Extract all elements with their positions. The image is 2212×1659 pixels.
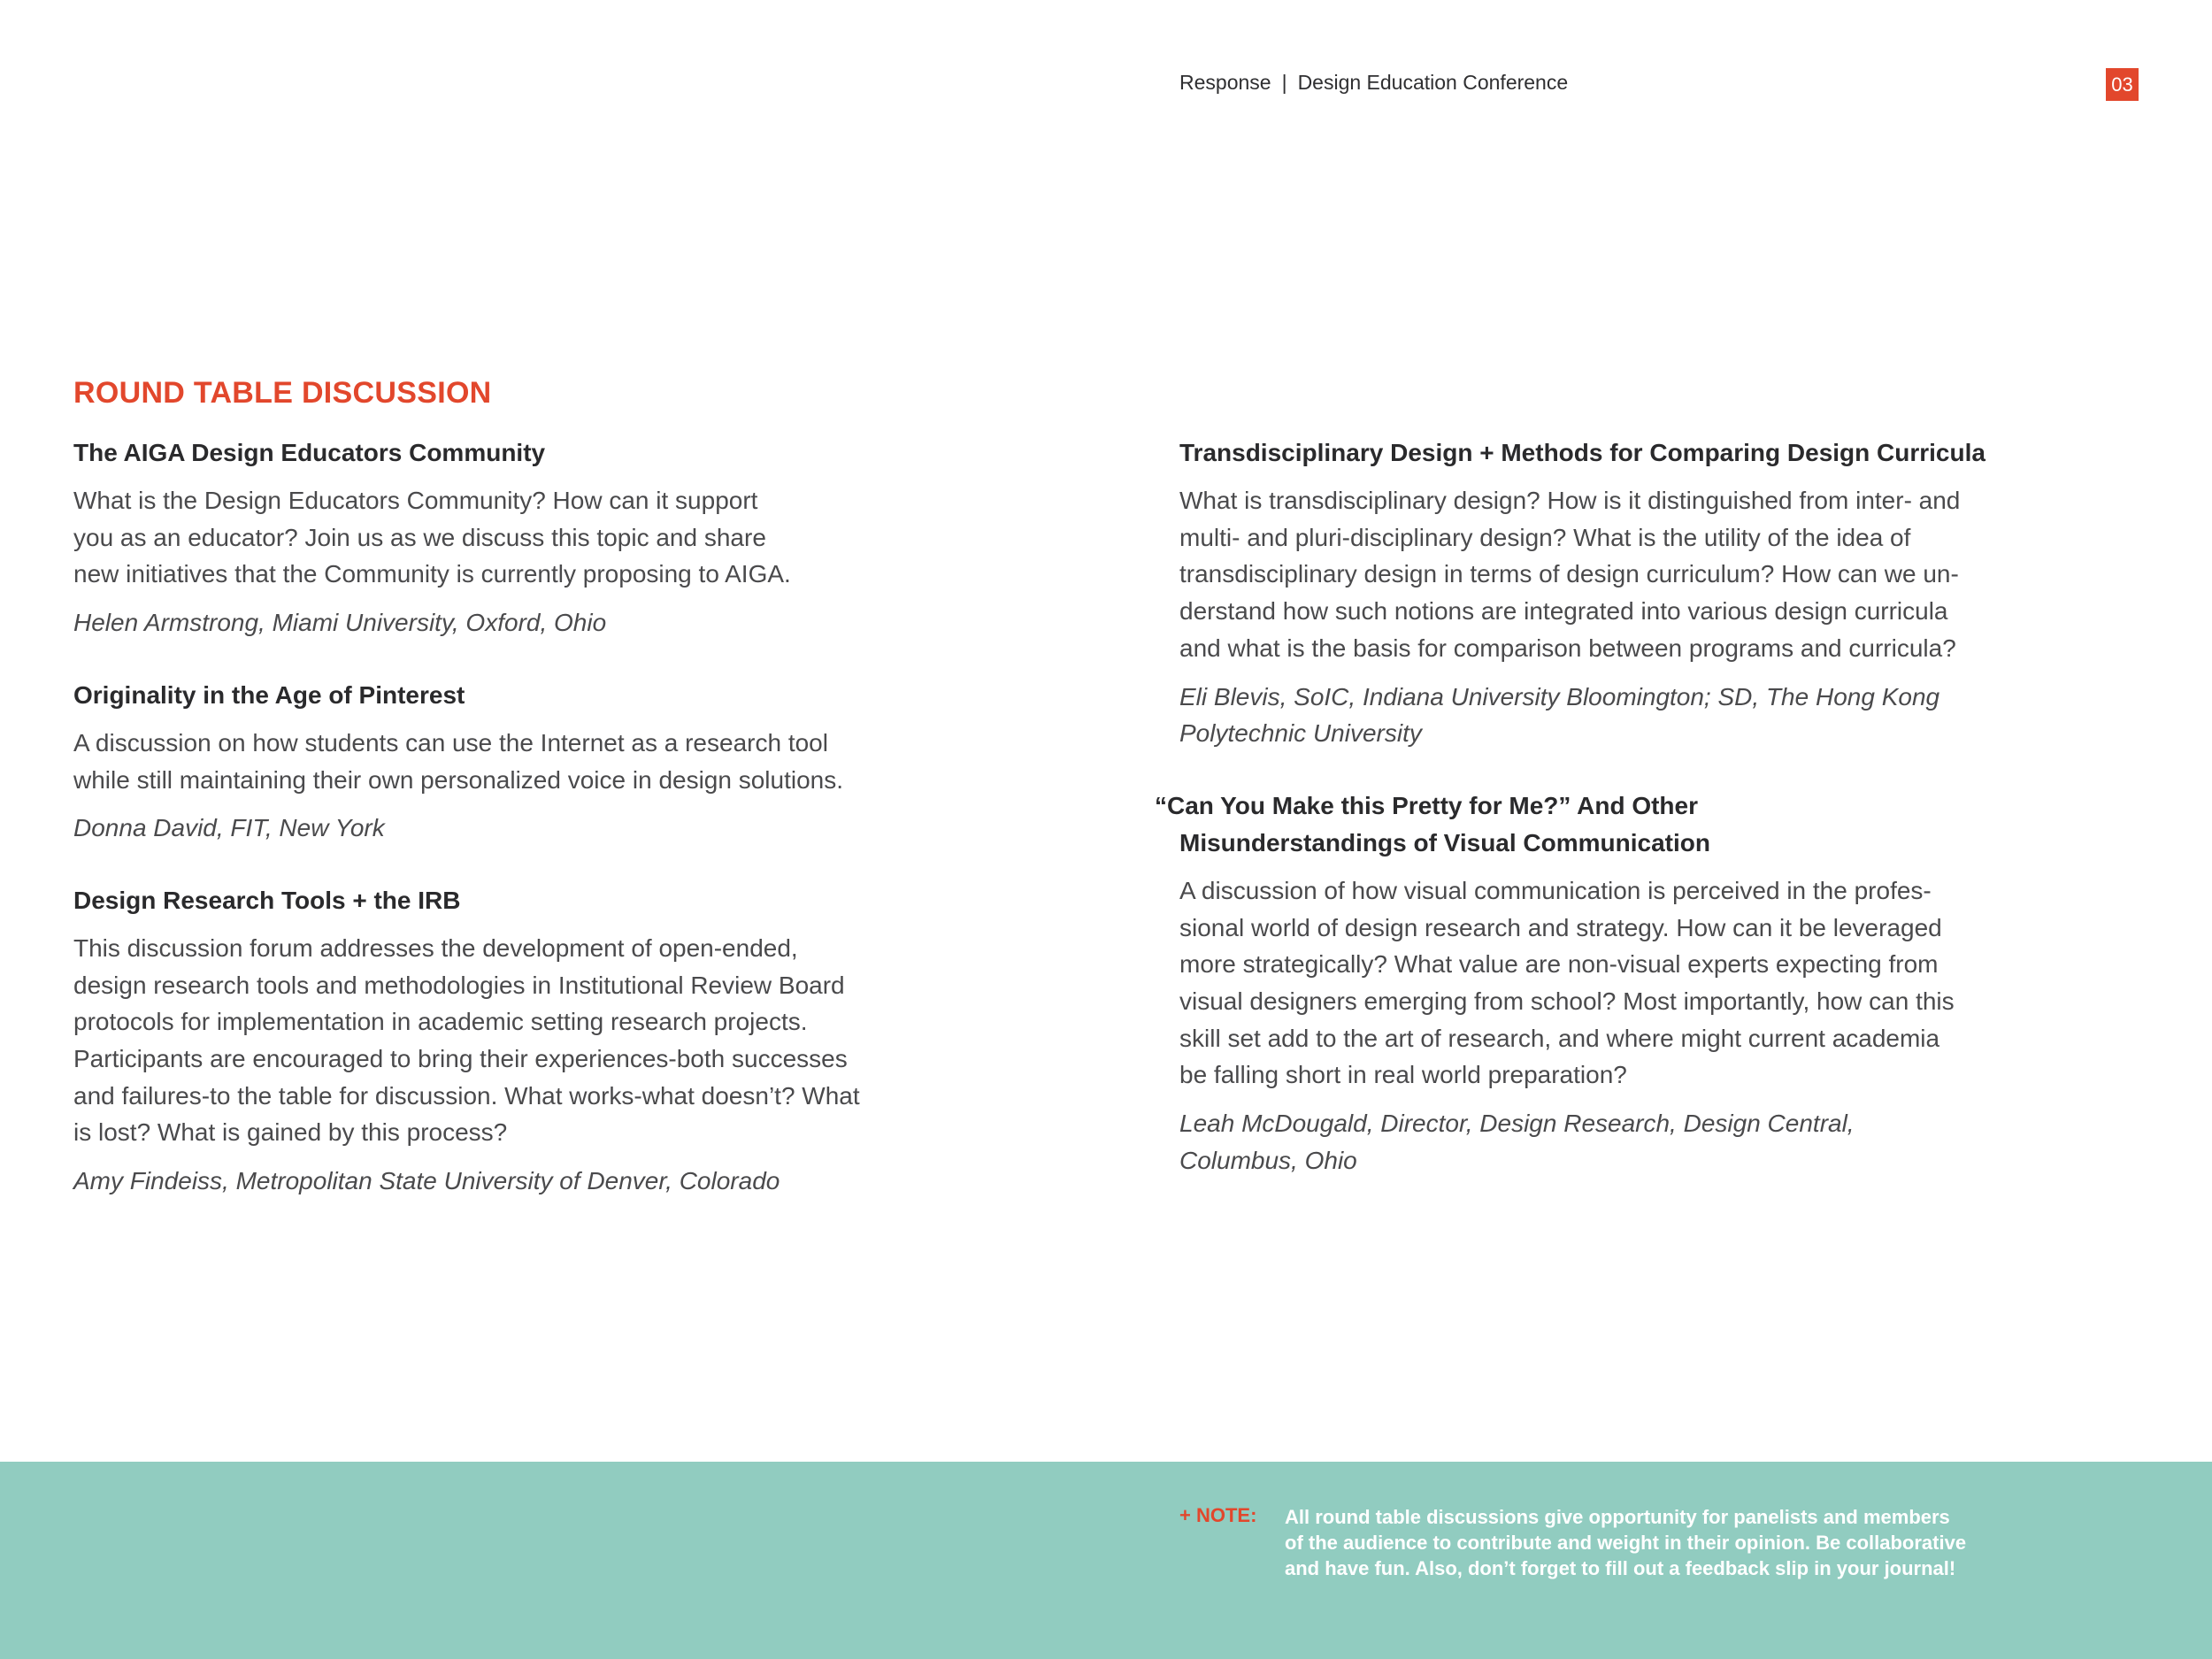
description-line: and failures-to the table for discussion. What works-what doesn’t? What: [73, 1081, 860, 1110]
discussion-item: [73, 882, 887, 1200]
description-line: This discussion forum addresses the development of open-ended,: [73, 933, 798, 962]
section-title: ROUND TABLE DISCUSSION: [73, 376, 492, 410]
author-line: Columbus, Ohio: [1179, 1146, 1357, 1174]
discussion-description: [73, 482, 887, 593]
description-line: transdisciplinary design in terms of design curriculum? How can we un-: [1179, 560, 1959, 588]
description-line: skill set add to the art of research, and where might current academia: [1179, 1024, 1940, 1052]
discussion-author: Donna David, FIT, New York: [73, 814, 385, 842]
title-line: Misunderstandings of Visual Communication: [1179, 828, 1710, 856]
description-line: visual designers emerging from school? Most importantly, how can this: [1179, 987, 1955, 1016]
discussion-description: [1179, 872, 1993, 1094]
description-line: Participants are encouraged to bring their experiences-both successes: [73, 1045, 848, 1073]
description-line: multi- and pluri-disciplinary design? What is the utility of the idea of: [1179, 523, 1911, 551]
discussion-author: Helen Armstrong, Miami University, Oxford, Ohio: [73, 609, 607, 637]
description-line: derstand how such notions are integrated into various design curricula: [1179, 597, 1948, 626]
discussion-item: [1155, 787, 1993, 1179]
author-line: Leah McDougald, Director, Design Research, Design Central,: [1179, 1110, 1855, 1138]
discussion-item: [1179, 434, 1993, 752]
description-line: sional world of design research and strategy. How can it be leveraged: [1179, 913, 1942, 941]
description-line: What is transdisciplinary design? How is it distinguished from inter- and: [1179, 487, 1961, 514]
running-header: [1179, 71, 1568, 95]
description-line: be falling short in real world preparation?: [1179, 1061, 1627, 1089]
discussion-title: [1155, 787, 1993, 862]
note-line: and have fun. Also, don’t forget to fill out a feedback slip in your journal!: [1285, 1557, 1956, 1579]
description-line: What is the Design Educators Community? How can it support: [73, 487, 758, 514]
discussion-title: Originality in the Age of Pinterest: [73, 680, 465, 709]
discussion-author: [1179, 1105, 1993, 1179]
note-line: All round table discussions give opportunity for panelists and members: [1285, 1506, 1950, 1528]
description-line: and what is the basis for comparison between programs and curricula?: [1179, 634, 1956, 662]
title-line: “Can You Make this Pretty for Me?” And Other: [1155, 791, 1699, 819]
note-line: of the audience to contribute and weight in their opinion. Be collaborative: [1285, 1532, 1967, 1554]
description-line: new initiatives that the Community is currently proposing to AIGA.: [73, 560, 791, 588]
discussion-description: [73, 725, 887, 798]
right-column: [1155, 434, 1993, 1215]
author-line: Polytechnic University: [1179, 719, 1422, 748]
discussion-title: The AIGA Design Educators Community: [73, 439, 546, 466]
description-line: you as an educator? Join us as we discuss this topic and share: [73, 523, 766, 551]
discussion-description: [73, 930, 887, 1151]
description-line: A discussion on how students can use the Internet as a research tool: [73, 728, 828, 757]
description-line: protocols for implementation in academic setting research projects.: [73, 1008, 808, 1036]
author-line: Eli Blevis, SoIC, Indiana University Bloomington; SD, The Hong Kong: [1179, 682, 1940, 710]
description-line: while still maintaining their own personalized voice in design solutions.: [73, 765, 844, 794]
description-line: more strategically? What value are non-visual experts expecting from: [1179, 950, 1939, 979]
header-publication-title: Design Education Conference: [1297, 71, 1569, 94]
discussion-author: Amy Findeiss, Metropolitan State University of Denver, Colorado: [73, 1167, 780, 1195]
discussion-title: Transdisciplinary Design + Methods for Comparing Design Curricula: [1179, 439, 1985, 466]
discussion-item: [73, 434, 887, 641]
header-separator: |: [1281, 71, 1287, 94]
left-column: [73, 434, 887, 1235]
discussion-description: [1179, 482, 1993, 667]
note-label: + NOTE:: [1179, 1504, 1257, 1526]
description-line: A discussion of how visual communication is perceived in the profes-: [1179, 876, 1932, 904]
discussion-item: [73, 677, 887, 847]
description-line: is lost? What is gained by this process?: [73, 1118, 508, 1147]
page-number-badge: 03: [2106, 68, 2139, 101]
note-text: [1285, 1504, 2010, 1581]
header-section-label: Response: [1179, 71, 1271, 94]
discussion-author: [1179, 679, 1993, 752]
discussion-title: Design Research Tools + the IRB: [73, 886, 461, 914]
description-line: design research tools and methodologies in Institutional Review Board: [73, 971, 845, 999]
